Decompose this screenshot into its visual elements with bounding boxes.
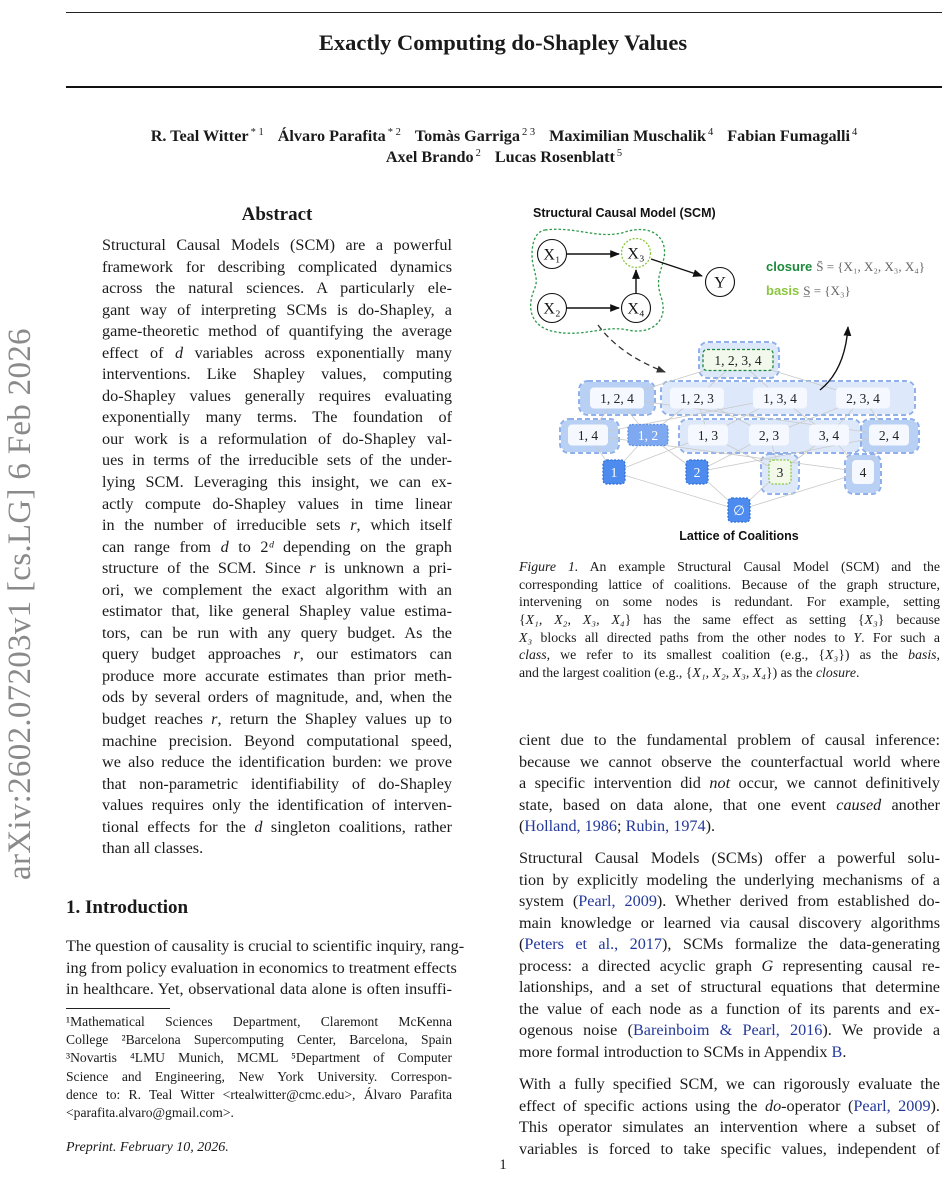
- citation-link[interactable]: Rubin, 1974: [625, 817, 706, 836]
- text-line: values requires only the identification of interven-: [102, 796, 452, 815]
- lattice-node: [628, 425, 668, 446]
- text-line: [102, 817, 452, 839]
- text-span: tional effects for the: [102, 817, 255, 836]
- text-line: the value of each node as a function of its parents and ex-: [519, 999, 940, 1018]
- text-line: corresponding lattice of coalitions. Because of the graph structure,: [519, 576, 940, 592]
- lattice-title: Lattice of Coalitions: [679, 529, 799, 543]
- lattice-edge: [739, 472, 863, 510]
- text-span: another: [881, 795, 940, 814]
- text-line: The question of causality is crucial to scientific inquiry, rang-: [66, 937, 465, 955]
- text-line: main knowledge or learned via causal discovery algorithms: [519, 913, 940, 932]
- text-line: variables is forced to take specific values, independent of: [519, 1139, 940, 1158]
- text-span: effect of specific actions using the: [519, 1096, 765, 1115]
- text-span: class: [519, 647, 547, 663]
- text-line: ods by several orders of magnitude, and, when the: [102, 688, 452, 707]
- figure-caption: [519, 558, 940, 682]
- text-line: in healthcare. Yet, observational data alone is often insuffi-: [66, 980, 452, 999]
- lattice-node: [590, 388, 644, 409]
- author-name: Maximilian Muschalik: [549, 127, 707, 145]
- text-span: query budget approaches: [102, 645, 294, 664]
- introduction-paragraph: [66, 936, 465, 1001]
- text-line: produce more accurate estimates than prior meth-: [102, 666, 452, 685]
- text-span: and the largest coalition (e.g., {: [519, 665, 693, 681]
- lattice-node: [809, 425, 849, 446]
- text-line: [102, 343, 452, 365]
- text-line: [519, 795, 940, 817]
- author-name: Axel Brando: [385, 148, 474, 166]
- text-span: ). Whether derived from established do-: [656, 892, 940, 911]
- text-line: [519, 773, 940, 795]
- text-span: X₃: [519, 629, 533, 645]
- text-span: ). We provide a: [822, 1021, 941, 1040]
- text-span: can range from: [102, 537, 221, 556]
- text-span: ,: [936, 647, 940, 663]
- text-span: representing causal re-: [773, 956, 940, 975]
- text-line: With a fully specified SCM, we can rigorously evaluate the: [519, 1075, 940, 1093]
- author-affiliation-mark: 4: [708, 127, 714, 138]
- text-span: , return the Shapley values up to: [217, 710, 452, 729]
- text-line: [519, 611, 940, 629]
- text-line: across the natural sciences. A particularly ele-: [102, 279, 452, 298]
- lattice-node-label: 1, 2: [637, 427, 659, 443]
- lattice-node-label: 1, 2, 4: [600, 390, 634, 406]
- text-span: d: [175, 343, 184, 362]
- text-span: ), SCMs formalize the data-generating: [662, 935, 940, 954]
- text-line: [519, 664, 940, 682]
- lattice-node: [728, 498, 750, 522]
- text-line: [519, 1020, 940, 1042]
- right-paragraph-2: [519, 848, 940, 1063]
- text-line: ing from policy evaluation in economics to treatment effects: [66, 958, 457, 977]
- author-name: R. Teal Witter: [150, 127, 249, 145]
- text-span: , we refer to its smallest coalition (e.g., {: [546, 647, 825, 663]
- author-name: Álvaro Parafita: [277, 127, 386, 145]
- text-line: we also reduce the identification burden: we prove: [102, 753, 452, 772]
- lattice-node: [670, 388, 724, 409]
- text-line: that non-parametric identifiability of do-Shapley: [102, 774, 452, 793]
- text-span: , our estimators can: [299, 645, 452, 664]
- text-span: X₁, X₂, X₃, X₄: [525, 612, 625, 628]
- text-line: Structural Causal Models (SCMs) offer a powerful solu-: [519, 849, 940, 867]
- closure-annotation: closure S̄ = {X₁, X₂, X₃, X₄}: [766, 259, 925, 274]
- lattice-node-label: 3: [776, 464, 784, 480]
- text-span: .: [842, 1042, 847, 1061]
- arxiv-stamp: arXiv:2602.07203v1 [cs.LG] 6 Feb 2026: [2, 328, 38, 880]
- text-span: G: [761, 956, 774, 975]
- author-name: Tomàs Garriga: [414, 127, 520, 145]
- basis-annotation: basis S̲ = {X₃}: [766, 283, 851, 298]
- text-span: blocks all directed paths from the other nodes to: [532, 629, 854, 645]
- text-span: occur, we cannot definitively: [730, 774, 940, 793]
- scm-node: [622, 294, 651, 323]
- text-line: This operator simulates an intervention where a subset of: [519, 1118, 940, 1137]
- scm-title: Structural Causal Model (SCM): [533, 206, 716, 220]
- text-span: system (: [519, 892, 579, 911]
- text-line: interventions. Like Shapley values, computing: [102, 365, 452, 384]
- text-span: state, based on data alone, that one event: [519, 795, 837, 814]
- text-line: ori, we complement the exact algorithm with an: [102, 580, 452, 599]
- citation-link[interactable]: Pearl, 2009: [853, 1096, 931, 1115]
- scm-node-label: Y: [714, 274, 726, 292]
- text-line: <parafita.alvaro@gmail.com>.: [66, 1104, 234, 1120]
- lattice-node: [603, 460, 625, 484]
- scm-node: [538, 294, 567, 323]
- text-span: (: [519, 935, 525, 954]
- text-span: closure: [815, 665, 857, 681]
- text-span: r: [350, 516, 357, 535]
- title-rule: [66, 86, 942, 88]
- top-rule: [66, 12, 942, 13]
- text-line: [102, 537, 452, 559]
- text-span: . For such a: [861, 629, 940, 645]
- right-paragraph-1: [519, 730, 940, 838]
- text-line: [519, 891, 940, 913]
- text-span: ;: [617, 817, 626, 836]
- text-line: [519, 1042, 940, 1064]
- author-affiliation-mark: 2: [475, 148, 481, 159]
- text-line: game-theoretic method of quantifying the average: [102, 322, 452, 341]
- text-span: ).: [705, 817, 716, 836]
- scm-node-label: X₃: [627, 245, 645, 263]
- right-paragraph-3: [519, 1074, 940, 1160]
- citation-link[interactable]: B: [831, 1042, 843, 1061]
- text-line: Science and Engineering, New York University. Correspon-: [66, 1068, 452, 1084]
- lattice-node: [749, 425, 789, 446]
- lattice-node: [688, 425, 728, 446]
- introduction-heading: 1. Introduction: [66, 897, 189, 918]
- author: [495, 148, 622, 166]
- author-name: Lucas Rosenblatt: [494, 148, 615, 166]
- text-line: framework for describing complicated dynamics: [102, 257, 452, 276]
- text-span: ).: [930, 1096, 940, 1115]
- lattice-node-label: 1, 2, 3, 4: [714, 352, 762, 368]
- edge-x3-y: [651, 259, 702, 276]
- author-affiliation-mark: * 1: [250, 127, 264, 138]
- scm-node-label: X₄: [627, 300, 645, 318]
- text-span: } because: [877, 612, 940, 628]
- author: [151, 127, 264, 145]
- citation-link[interactable]: Peters et al., 2017: [524, 935, 662, 954]
- text-line: [519, 646, 940, 664]
- text-line: [519, 629, 940, 647]
- lattice-node-label: 2, 4: [878, 427, 900, 443]
- text-span: do: [764, 1096, 782, 1115]
- text-span: X₁, X₂, X₃, X₄: [692, 665, 767, 681]
- text-span: d: [220, 537, 229, 556]
- text-line: dence to: R. Teal Witter <rtealwitter@cmc.edu>, Álvaro Parafita: [66, 1086, 452, 1102]
- text-line: gant way of interpreting SCMs is do-Shapley, a: [102, 300, 452, 319]
- text-span: basis: [908, 647, 937, 663]
- text-span: a specific intervention did: [519, 774, 710, 793]
- citation-link[interactable]: Holland, 1986: [524, 817, 618, 836]
- text-span: structure of the SCM. Since: [102, 559, 310, 578]
- text-span: not: [709, 774, 731, 793]
- author: [386, 148, 481, 166]
- author-affiliation-mark: * 2: [387, 127, 401, 138]
- text-span: Y: [853, 629, 862, 645]
- text-line: [102, 515, 452, 537]
- text-line: [102, 709, 452, 731]
- lattice-node-label: 2, 3: [758, 427, 780, 443]
- lattice-node: [852, 460, 874, 484]
- author: [278, 127, 401, 145]
- text-span: } has the same effect as setting {: [624, 612, 865, 628]
- text-line: cient due to the fundamental problem of causal inference:: [519, 731, 940, 749]
- text-span: process: a directed acyclic graph: [519, 956, 762, 975]
- footnotes: [66, 1013, 452, 1122]
- text-line: our work is a reformulation of do-Shapley val-: [102, 429, 452, 448]
- text-line: tion by explicitly modeling the underlying mechanisms of a: [519, 870, 940, 889]
- text-span: caused: [836, 795, 882, 814]
- text-span: .: [856, 665, 860, 681]
- text-span: (: [519, 817, 525, 836]
- figure-1: [520, 200, 942, 550]
- scm-node-label: X₂: [543, 300, 561, 318]
- text-span: r: [309, 559, 316, 578]
- lattice-node-label: 3, 4: [818, 427, 840, 443]
- abstract-body: [102, 235, 452, 860]
- text-line: exponentially many terms. The foundation of: [102, 408, 452, 427]
- scm-node: [622, 239, 651, 268]
- lattice-node: [836, 388, 890, 409]
- text-span: An example Structural Causal Model (SCM) and the: [578, 559, 940, 574]
- text-span: budget reaches: [102, 710, 212, 729]
- lattice-node-label: 1, 3, 4: [763, 390, 797, 406]
- text-line: tors, can be run with any query budget. As the: [102, 623, 452, 642]
- author-name: Fabian Fumagalli: [727, 127, 851, 145]
- text-span: X₃: [825, 647, 839, 663]
- lattice-node: [568, 425, 608, 446]
- abstract-heading: Abstract: [241, 204, 313, 225]
- mapping-arrow: [598, 325, 665, 372]
- text-line: lying SCM. Leveraging this insight, we can ex-: [102, 473, 452, 492]
- text-line: actly compute do-Shapley values in time linear: [102, 494, 452, 513]
- text-line: than all classes.: [102, 839, 204, 858]
- lattice-node-label: ∅: [733, 502, 745, 518]
- citation-link[interactable]: Pearl, 2009: [578, 892, 657, 911]
- text-line: intervening on some nodes is redundant. For example, setting: [519, 594, 940, 610]
- author: [727, 127, 857, 145]
- text-span: variables across exponentially many: [183, 343, 452, 362]
- scm-node: [706, 268, 735, 297]
- lattice-node: [686, 460, 708, 484]
- lattice-node-label: 1, 2, 3: [680, 390, 714, 406]
- author: [415, 127, 535, 145]
- lattice-node-label: 1: [610, 464, 618, 480]
- text-line: ¹Mathematical Sciences Department, Claremont McKenna: [66, 1014, 452, 1029]
- text-span: , which itself: [356, 516, 452, 535]
- author-affiliation-mark: 4: [852, 127, 858, 138]
- text-span: }) as the: [838, 647, 909, 663]
- author: [549, 127, 713, 145]
- text-span: r: [211, 710, 218, 729]
- text-span: more formal introduction to SCMs in Appendix: [519, 1042, 832, 1061]
- scm-node: [538, 240, 567, 269]
- text-line: do-Shapley values generally requires evaluating: [102, 386, 452, 405]
- paper-title: Exactly Computing do-Shapley Values: [318, 30, 688, 55]
- text-span: to 2: [228, 537, 269, 556]
- lattice-node: [703, 350, 773, 371]
- text-line: lationships, and a set of structural equations that determine: [519, 978, 940, 997]
- text-span: }) as the: [766, 665, 816, 681]
- lattice-node-label: 2, 3, 4: [846, 390, 880, 406]
- text-line: [102, 558, 452, 580]
- text-span: -operator (: [781, 1096, 854, 1115]
- author-affiliation-mark: 2 3: [521, 127, 536, 138]
- text-span: depending on the graph: [273, 537, 452, 556]
- text-span: Figure 1.: [519, 559, 579, 574]
- text-line: ³Novartis ⁴LMU Munich, MCML ⁵Department of Computer: [66, 1050, 452, 1066]
- text-line: [519, 956, 940, 978]
- lattice-node: [869, 425, 909, 446]
- scm-node-label: X₁: [543, 246, 561, 264]
- text-line: [519, 1096, 940, 1118]
- lattice-node-label: 4: [859, 464, 867, 480]
- lattice-edge: [614, 472, 739, 510]
- page-number: 1: [499, 1157, 507, 1173]
- text-span: {: [519, 612, 526, 628]
- lattice-node-label: 1, 4: [577, 427, 599, 443]
- text-span: singleton coalitions, rather: [262, 817, 452, 836]
- citation-link[interactable]: Bareinboim & Pearl, 2016: [632, 1021, 823, 1040]
- text-line: estimator that, like general Shapley value estima-: [102, 602, 452, 621]
- text-line: [519, 816, 940, 838]
- text-line: Structural Causal Models (SCM) are a powerful: [102, 236, 452, 254]
- lattice-node-label: 2: [693, 464, 701, 480]
- text-span: X₃: [864, 612, 878, 628]
- text-span: ᵈ: [268, 537, 274, 556]
- text-span: d: [254, 817, 263, 836]
- preprint-date: Preprint. February 10, 2026.: [66, 1140, 229, 1155]
- text-span: r: [293, 645, 300, 664]
- author-affiliation-mark: 5: [616, 148, 623, 159]
- footnote-rule: [66, 1008, 170, 1009]
- lattice-node: [753, 388, 807, 409]
- text-line: [519, 558, 940, 576]
- text-line: [102, 644, 452, 666]
- author-line-1: [66, 127, 942, 146]
- lattice-node: [769, 460, 791, 484]
- text-span: ogenous noise (: [519, 1021, 633, 1040]
- author-line-2: [66, 148, 942, 167]
- text-line: machine precision. Beyond computational speed,: [102, 731, 452, 750]
- text-line: because we cannot observe the counterfactual world where: [519, 752, 940, 771]
- text-line: [519, 934, 940, 956]
- text-line: ues in terms of the irreducible sets of the under-: [102, 451, 452, 470]
- text-span: is unknown a pri-: [315, 559, 452, 578]
- text-span: effect of: [102, 343, 175, 362]
- text-span: in the number of irreducible sets: [102, 516, 351, 535]
- text-line: College ²Barcelona Supercomputing Center, Barcelona, Spain: [66, 1032, 452, 1048]
- lattice-node-label: 1, 3: [697, 427, 719, 443]
